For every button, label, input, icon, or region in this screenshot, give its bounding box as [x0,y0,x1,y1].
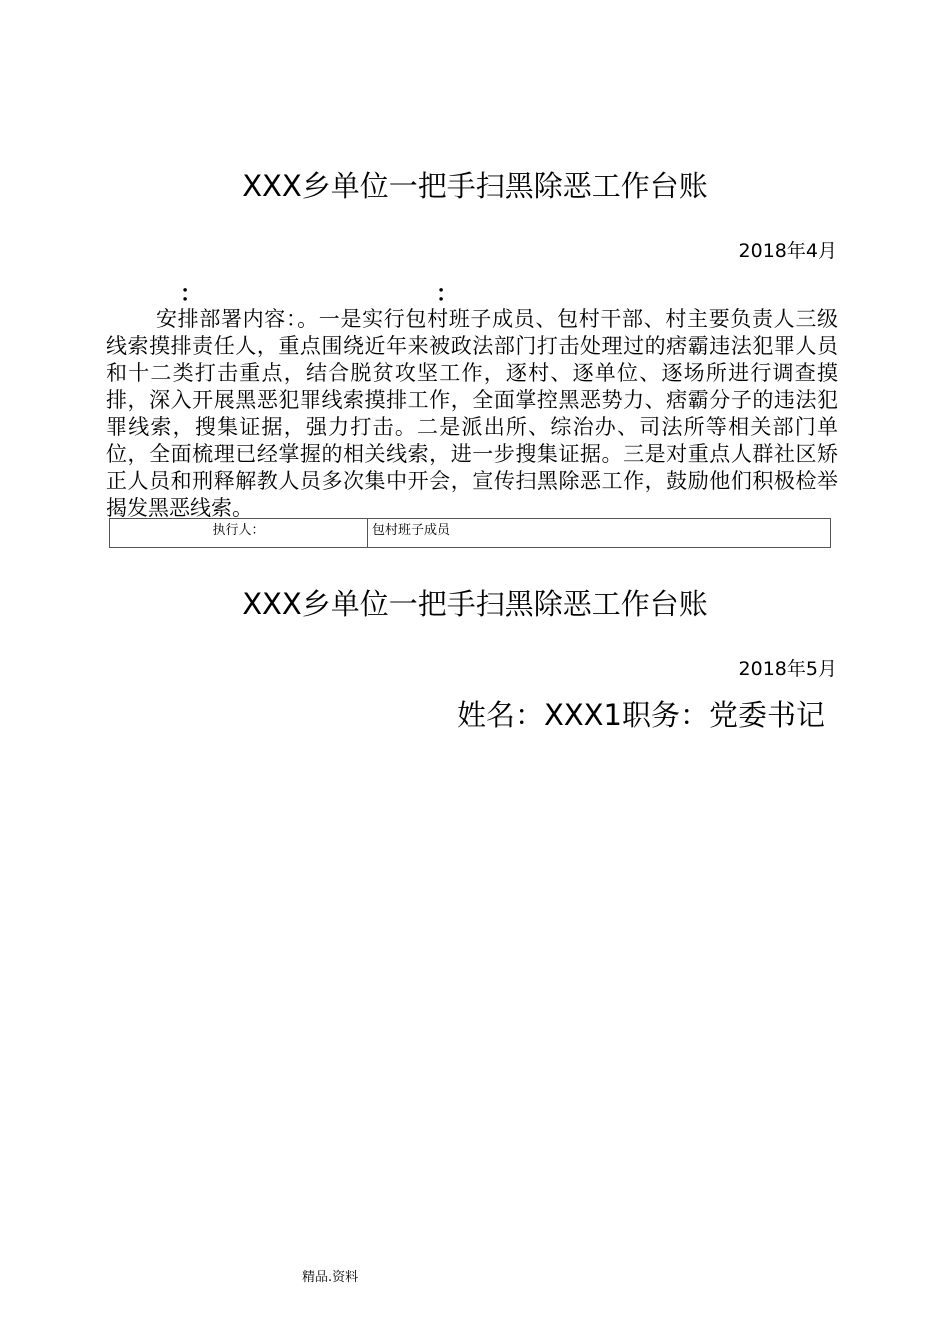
executor-table [109,518,831,548]
document-date: 2018年4月 [738,240,837,262]
colon-mark: ： [436,282,459,307]
document-title: XXX乡单位一把手扫黑除恶工作台账 [242,169,708,203]
arrangement-content: 安排部署内容：。一是实行包村班子成员、包村干部、村主要负责人三级线索摸排责任人，重点围绕近年来被政法部门打击处理过的痞霸违法犯罪人员和十二类打击重点，结合脱贫攻坚工作，逐村、逐单位、逐场所进行调查摸排，深入开展黑恶犯罪线索摸排工作，全面掌控黑恶势力、痞霸分子的违法犯罪线索，搜集证据，强力打击。二是派出所、综治办、司法所等相关部门单位，全面梳理已经掌握的相关线索，进一步搜集证据。三是对重点人群社区矫正人员和刑释解教人员多次集中开会，宣传扫黑除恶工作，鼓励他们积极检举揭发黑恶线索。 [106,307,838,520]
executor-value: 包村班子成员 [372,523,451,538]
executor-label: 执行人： [110,519,368,547]
document-title: XXX乡单位一把手扫黑除恶工作台账 [242,587,708,621]
colon-mark: ： [180,282,203,307]
footer-note: 精品.资料 [302,1270,359,1285]
person-info: 姓名：XXX1职务：党委书记 [456,698,825,732]
document-date: 2018年5月 [738,658,837,680]
